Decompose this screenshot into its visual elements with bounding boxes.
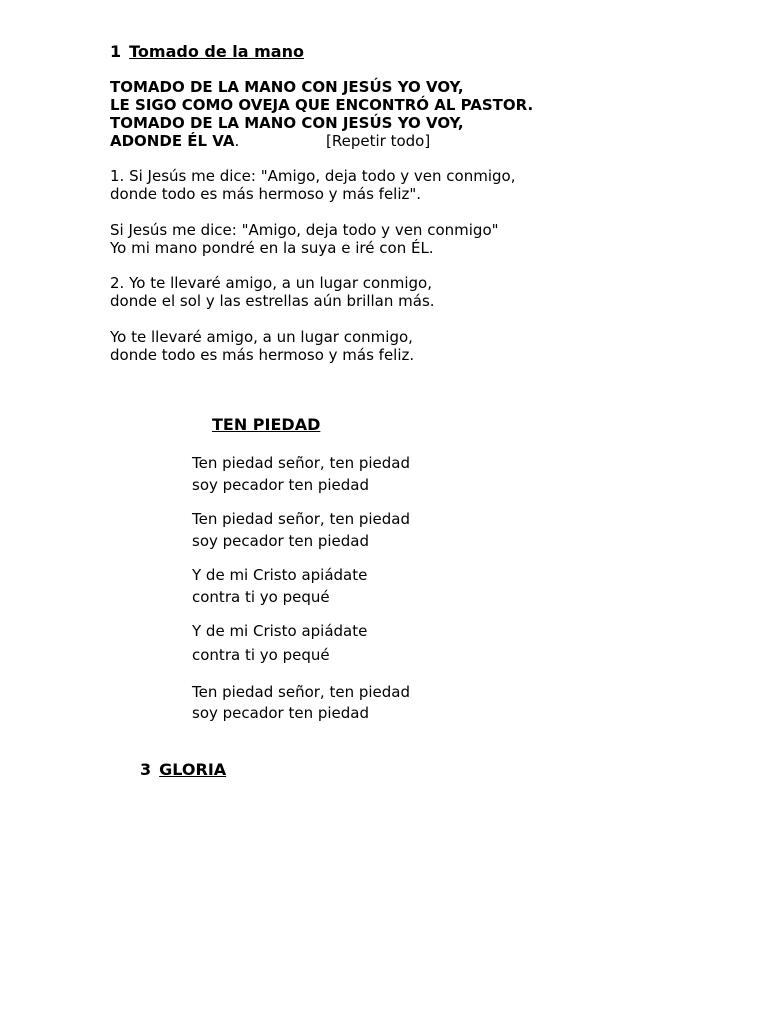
song3-title: GLORIA	[159, 760, 227, 779]
lyric-line: Y de mi Cristo apiádate	[192, 622, 368, 640]
verse-line: 2. Yo te llevaré amigo, a un lugar conmigo,	[110, 274, 432, 292]
lyric-line: Ten piedad señor, ten piedad	[192, 454, 411, 472]
lyric-line: contra ti yo pequé	[192, 588, 330, 606]
chorus-last-punct: .	[234, 132, 240, 150]
song1-number: 1	[110, 42, 122, 61]
lyric-line: soy pecador ten piedad	[192, 704, 369, 722]
song3-number: 3	[140, 760, 152, 779]
repeat-note: [Repetir todo]	[326, 132, 431, 150]
lyric-line: Ten piedad señor, ten piedad	[192, 683, 411, 701]
verse-line: 1. Si Jesús me dice: "Amigo, deja todo y ven conmigo,	[110, 167, 516, 185]
verse-line: Yo mi mano pondré en la suya e iré con ÉL.	[110, 239, 434, 257]
song1-heading	[110, 42, 304, 62]
chorus-line: TOMADO DE LA MANO CON JESÚS YO VOY,	[110, 78, 464, 96]
chorus-last-line	[110, 131, 239, 151]
verse-line: donde todo es más hermoso y más feliz.	[110, 346, 415, 364]
lyric-line: Y de mi Cristo apiádate	[192, 566, 368, 584]
verse-line: donde el sol y las estrellas aún brillan más.	[110, 292, 435, 310]
song2-title: TEN PIEDAD	[212, 415, 321, 434]
chorus-line: LE SIGO COMO OVEJA QUE ENCONTRÓ AL PASTOR.	[110, 96, 534, 114]
verse-line: donde todo es más hermoso y más feliz".	[110, 185, 422, 203]
lyric-line: Ten piedad señor, ten piedad	[192, 510, 411, 528]
lyric-line: soy pecador ten piedad	[192, 476, 369, 494]
song1-title: Tomado de la mano	[129, 42, 304, 61]
chorus-last-text: ADONDE ÉL VA	[110, 132, 235, 150]
song3-heading	[140, 760, 226, 780]
lyric-line: contra ti yo pequé	[192, 646, 330, 664]
lyric-line: soy pecador ten piedad	[192, 532, 369, 550]
verse-line: Si Jesús me dice: "Amigo, deja todo y ven conmigo"	[110, 221, 499, 239]
verse-line: Yo te llevaré amigo, a un lugar conmigo,	[110, 328, 413, 346]
chorus-line: TOMADO DE LA MANO CON JESÚS YO VOY,	[110, 114, 464, 132]
